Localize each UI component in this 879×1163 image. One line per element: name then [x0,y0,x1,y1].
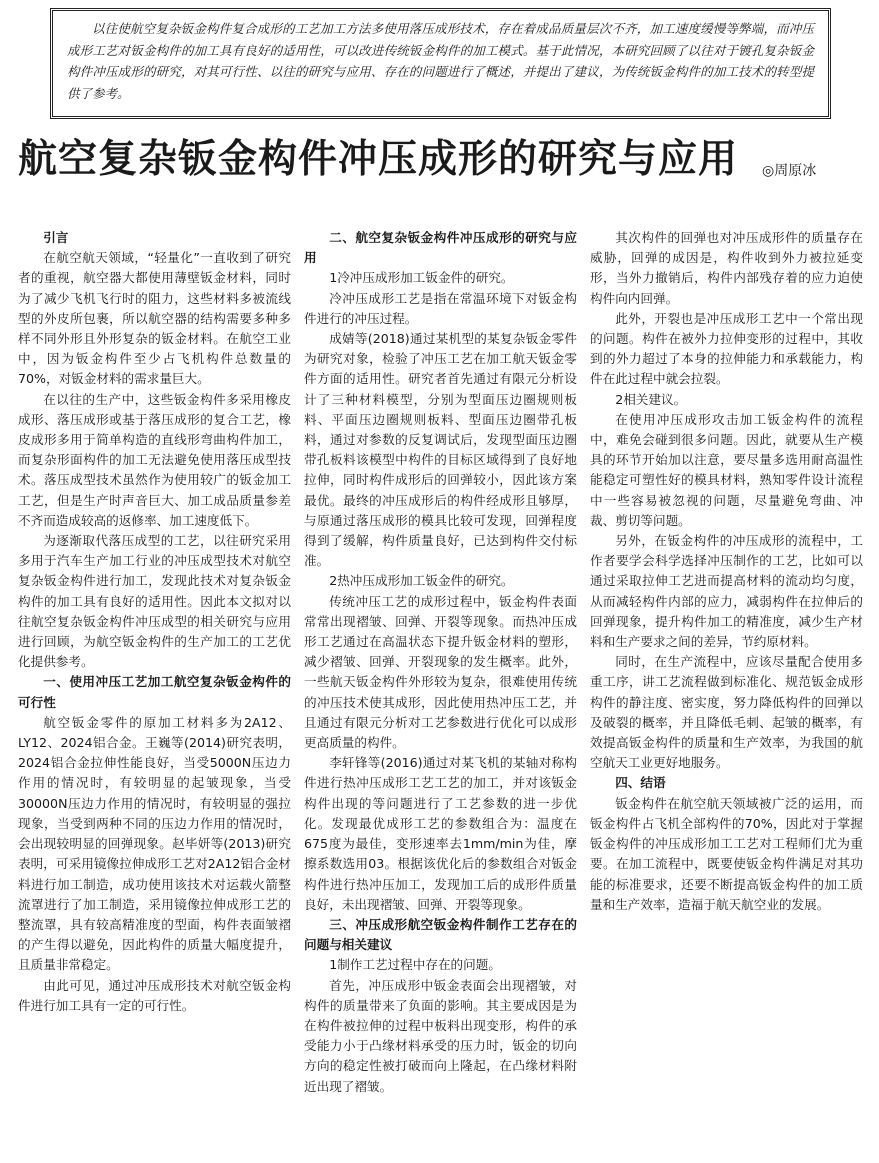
section-heading-3: 三、冲压成形航空钣金构件制作工艺存在的问题与相关建议 [304,916,577,953]
paragraph: 在航空航天领域，“轻量化”一直收到了研究者的重视，航空器大都使用薄壁钣金材料，同时为了减少飞机飞行时的阻力，这些材料多被流线型的外皮所包裹，所以航空器的结构需要多种多样不同外形且外形复杂的钣金材料。在航空工业中，因为钣金构件至少占飞机构件总数量的70%，对钣金材料的需求量巨大。 [18,250,291,387]
column-2 [304,228,577,1097]
abstract-text: 以往使航空复杂钣金构件复合成形的工艺加工方法多使用落压成形技术，存在着成品质量层次不齐，加工速度缓慢等弊端，而冲压成形工艺对钣金构件的加工具有良好的适用性，可以改进传统钣金构件的加工模式。基于此情况，本研究回顾了以往对于镀孔复杂钣金构件冲压成形的研究，对其可行性、以往的研究与应用、存在的问题进行了概述，并提出了建议，为传统钣金构件的加工技术的转型提供了参考。 [67,21,814,101]
column-1 [18,228,291,1016]
paragraph: 另外，在钣金构件的冲压成形的流程中，工作者要学会科学选择冲压制作的工艺，比如可以通过采取拉伸工艺进而提高材料的流动均匀度，从而减轻构件内部的应力，减弱构件在拉伸后的回弹现象，提升构件加工的精准度，减少生产材料和生产要求之间的差异，节约原材料。 [590,533,863,650]
subheading: 2相关建议。 [615,391,687,407]
subheading: 1冷冲压成形加工钣金件的研究。 [329,270,514,286]
paragraph: 航空钣金零件的原加工材料多为2A12、LY12、2024铝合金。王巍等(2014)研究表明，2024铝合金拉伸性能良好，当受5000N压边力作用的情况时，有较明显的起皱现象，当受30000N压边力作用的情况时，有较明显的强拉现象，当受到两种不同的压边力作用的情况时，会出现较明显的回弹现象。赵毕妍等(2013)研究表明，可采用镜像拉伸成形工艺对2A12铝合金材料进行加工制造，成功使用该技术对运载火箭整流罩进行了加工制造，采用镜像拉伸成形工艺的整流罩，具有较高精准度的型面，构件表面皱褶的产生得以避免，因此构件的质量大幅度提升，且质量非常稳定。 [18,714,291,973]
subheading: 2热冲压成形加工钣金件的研究。 [329,573,514,589]
section-heading-intro: 引言 [43,230,69,245]
paragraph: 由此可见，通过冲压成形技术对航空钣金构件进行加工具有一定的可行性。 [18,977,291,1013]
paragraph: 传统冲压工艺的成形过程中，钣金构件表面常常出现褶皱、回弹、开裂等现象。而热冲压成形工艺通过在高温状态下提升钣金材料的塑形，减少褶皱、回弹、开裂现象的发生概率。此外，一些航天钣金构件外形较为复杂，很难使用传统的冲压技术使其成形，因此使用热冲压工艺，并且通过有限元分析对工艺参数进行优化可以成形更高质量的构件。 [304,593,577,751]
column-3 [590,228,863,915]
paragraph: 为逐渐取代落压成型的工艺，以往研究采用多用于汽车生产加工行业的冲压成型技术对航空复杂钣金构件进行加工，发现此技术对复杂钣金构件的加工具有良好的适用性。因此本文拟对以往航空复杂钣金构件冲压成型的相关研究与应用进行回顾，为航空钣金构件的生产加工的工艺优化提供参考。 [18,533,291,670]
article-title: 航空复杂钣金构件冲压成形的研究与应用 [18,137,739,182]
paragraph: 李轩锋等(2016)通过对某飞机的某轴对称构件进行热冲压成形工艺工艺的加工，并对该钣金构件出现的等问题进行了工艺参数的进一步优化。发现最优成形工艺的参数组合为：温度在675度为最佳，变形速率去1mm/min为佳，摩擦系数选用03。根据该优化后的参数组合对钣金构件进行热冲压加工，发现加工后的成形件质量良好，未出现褶皱、回弹、开裂等现象。 [304,755,577,912]
paragraph: 成婧等(2018)通过某机型的某复杂钣金零件为研究对象，检验了冲压工艺在加工航天钣金零件方面的适用性。研究者首先通过有限元分析设计了三种材料模型，分别为型面压边圈规则板料、平面压边圈规则板料、型面压边圈带孔板料，通过对参数的反复调试后，发现型面压边圈带孔板料该模型中构件的目标区域得到了良好地拉伸，同时构件成形后的回弹较小，因此该方案最优。最终的冲压成形后的构件经成形且够厚，与原通过落压成形的模具比较可发现，回弹程度得到了缓解，构件质量良好，已达到构件交付标准。 [304,331,577,569]
author-byline: ◎周原冰 [762,163,817,179]
paragraph: 冷冲压成形工艺是指在常温环境下对钣金构件进行的冲压过程。 [304,290,577,326]
section-heading-4: 四、结语 [615,775,666,791]
paragraph: 此外，开裂也是冲压成形工艺中一个常出现的问题。构件在被外力拉伸变形的过程中，其收到的外力超过了本身的拉伸能力和承载能力，构件在此过程中就会拉裂。 [590,310,863,387]
abstract-box [50,8,831,119]
subheading: 1制作工艺过程中存在的问题。 [329,957,501,973]
paragraph: 同时，在生产流程中，应该尽量配合使用多重工序，讲工艺流程做到标准化、规范钣金成形构件的静注度、密实度，努力降低构件的回弹以及破裂的概率，并且降低毛刺、起皱的概率，有效提高钣金构件的质量和生产效率，为我国的航空航天工业更好地服务。 [590,654,863,771]
paragraph: 首先，冲压成形中钣金表面会出现褶皱，对构件的质量带来了负面的影响。其主要成因是为在构件被拉伸的过程中板料出现变形，构件的承受能力小于凸缘材料承受的压力时，钣金的切向方向的稳定性被打破而向上隆起，在凸缘材料附近出现了褶皱。 [304,977,577,1094]
section-heading-1: 一、使用冲压工艺加工航空复杂钣金构件的可行性 [18,674,291,710]
paragraph: 钣金构件在航空航天领域被广泛的运用，而钣金构件占飞机全部构件的70%，因此对于掌握钣金构件的冲压成形加工工艺对工程师们尤为重要。在加工流程中，既要使钣金构件满足对其功能的标准要求，还要不断提高钣金构件的加工质量和生产效率，造福于航天航空业的发展。 [590,795,863,912]
paragraph: 其次构件的回弹也对冲压成形件的质量存在威胁，回弹的成因是，构件收到外力被拉延变形，当外力撤销后，构件内部残存着的应力迫使构件向内回弹。 [590,230,863,306]
paragraph: 在以往的生产中，这些钣金构件多采用橡皮成形、落压成形或基于落压成形的复合工艺，橡皮成形多用于简单构造的直线形弯曲构件加工，而复杂形面构件的加工无法避免使用落压成型技术。落压成型技术虽然作为使用较广的钣金加工工艺，但是生产时声音巨大、加工成品质量参差不齐而造成较高的返修率、加工速度低下。 [18,391,291,528]
section-heading-2: 二、航空复杂钣金构件冲压成形的研究与应用 [304,230,577,266]
paragraph: 在使用冲压成形攻击加工钣金构件的流程中，难免会碰到很多问题。因此，就要从生产模具的环节开始加以注意，要尽量多选用耐高温性能稳定可塑性好的模具材料，熟知零件设计流程中一些容易被忽视的问题，尽量避免弯曲、冲裁、剪切等问题。 [590,411,863,528]
